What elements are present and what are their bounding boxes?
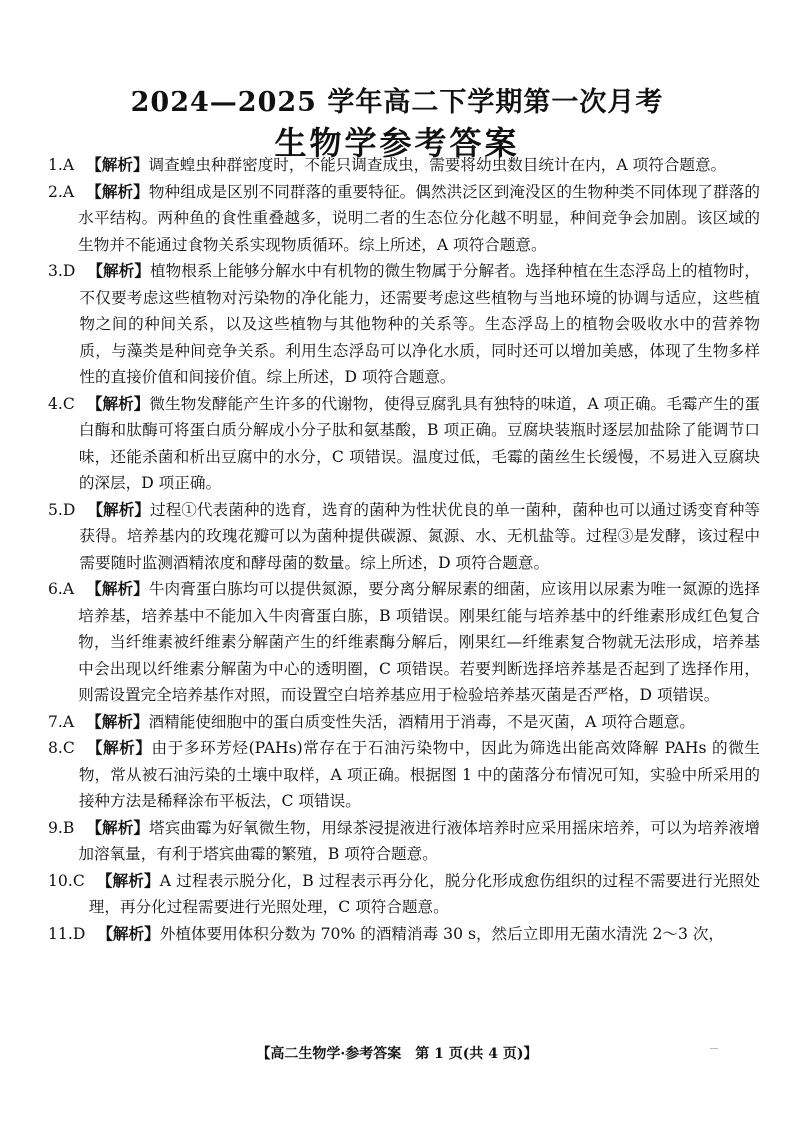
- question-number: 8.: [48, 739, 63, 757]
- explanation-text: 物种组成是区别不同群落的重要特征。偶然洪泛区到淹没区的生物种类不同体现了群落的水平结构。两种鱼的食性重叠越多，说明二者的生态位分化越不明显，种间竞争会加剧。该区域的生物并不能通过食物关系实现物质循环。综上所述，A 项符合题意。: [78, 182, 760, 254]
- question-number: 6.: [48, 580, 63, 598]
- explanation-tag: 【解析】: [87, 499, 150, 519]
- answer-letter: B: [62, 818, 75, 837]
- answer-letter: D: [62, 500, 76, 519]
- answer-letter: A: [62, 712, 75, 731]
- answer-letter: A: [62, 156, 75, 174]
- explanation-tag: 【解析】: [86, 181, 149, 201]
- question-number: 2.: [48, 182, 63, 201]
- explanation-text: 外植体要用体积分数为 70% 的酒精消毒 30 s，然后立即用无菌水清洗 2～3 次，: [159, 924, 725, 943]
- explanation-tag: 【解析】: [86, 738, 152, 757]
- explanation-tag: 【解析】: [86, 711, 149, 731]
- question-number: 4.: [48, 394, 63, 413]
- answer-letter: C: [72, 871, 85, 890]
- answer-letter: A: [62, 580, 75, 598]
- answer-item: [48, 497, 760, 577]
- explanation-text: A 过程表示脱分化，B 过程表示再分化，脱分化形成愈伤组织的过程不需要进行光照处理，再分化过程需要进行光照处理，C 项符合题意。: [88, 871, 760, 916]
- question-number: 1.: [48, 156, 63, 174]
- document-title: 生物学参考答案: [274, 124, 520, 162]
- answer-list: [48, 152, 760, 947]
- exam-title: 2024—2025 学年高二下学期第一次月考: [130, 87, 664, 118]
- page-footer: 【高二生物学·参考答案 第 1 页(共 4 页)】: [256, 1046, 538, 1062]
- explanation-text: 牛肉膏蛋白胨均可以提供氮源，要分离分解尿素的细菌，应该用以尿素为唯一氮源的选择培养基，培养基中不能加入牛肉膏蛋白胨，B 项错误。刚果红能与培养基中的纤维素形成红色复合物，当纤维素被纤维素分解菌产生的纤维素酶分解后，刚果红—纤维素复合物就无法形成，培养基中会出现以纤维素分解菌为中心的透明圈，C 项错误。若要判断选择培养基是否起到了选择作用，则需设置完全培养基作对照，而设置空白培养基应用于检验培养基灭菌是否严格，D 项错误。: [78, 580, 760, 704]
- explanation-text: 调查蝗虫种群密度时，不能只调查成虫，需要将幼虫数目统计在内，A 项符合题意。: [148, 156, 727, 174]
- explanation-text: 塔宾曲霉为好氧微生物，用绿茶浸提液进行液体培养时应采用摇床培养，可以为培养液增加溶氧量，有利于塔宾曲霉的繁殖，B 项符合题意。: [78, 818, 760, 863]
- question-number: 9.: [48, 818, 63, 837]
- explanation-text: 微生物发酵能产生许多的代谢物，使得豆腐乳具有独特的味道，A 项正确。毛霉产生的蛋白酶和肽酶可将蛋白质分解成小分子肽和氨基酸，B 项正确。豆腐块装瓶时逐层加盐除了能调节口味，还能杀菌和析出豆腐中的水分，C 项错误。温度过低，毛霉的菌丝生长缓慢，不易进入豆腐块的深层，D 项正确。: [78, 394, 760, 492]
- answer-item: [48, 391, 760, 497]
- question-number: 7.: [48, 712, 63, 731]
- question-number: 5.: [48, 500, 63, 519]
- answer-item: [48, 735, 760, 815]
- explanation-text: 酒精能使细胞中的蛋白质变性失活，酒精用于消毒，不是灭菌，A 项符合题意。: [148, 712, 695, 731]
- answer-item: [48, 868, 760, 921]
- explanation-text: 植物根系上能够分解水中有机物的微生物属于分解者。选择种植在生态浮岛上的植物时，不仅要考虑这些植物对污染物的净化能力，还需要考虑这些植物与当地环境的协调与适应，这些植物之间的种间关系，以及这些植物与其他物种的关系等。生态浮岛上的植物会吸收水中的营养物质，与藻类是种间竞争关系。利用生态浮岛可以净化水质，同时还可以增加美感，体现了生物多样性的直接价值和间接价值。综上所述，D 项符合题意。: [79, 262, 760, 386]
- explanation-tag: 【解析】: [86, 393, 150, 413]
- explanation-tag: 【解析】: [86, 155, 149, 174]
- answer-letter: A: [62, 182, 75, 201]
- answer-item: [48, 815, 760, 868]
- explanation-tag: 【解析】: [87, 261, 150, 280]
- answer-letter: D: [62, 262, 76, 280]
- explanation-tag: 【解析】: [96, 870, 160, 890]
- answer-item: [48, 921, 760, 948]
- explanation-tag: 【解析】: [86, 817, 150, 837]
- answer-letter: C: [62, 739, 75, 757]
- question-number: 10.: [48, 871, 73, 890]
- explanation-tag: 【解析】: [86, 579, 149, 598]
- corner-mark: [710, 1048, 718, 1052]
- question-number: 11.: [48, 924, 73, 943]
- explanation-text: 由于多环芳烃(PAHs)常存在于石油污染物中，因此为筛选出能高效降解 PAHs 的微生物，常从被石油污染的土壤中取样，A 项正确。根据图 1 中的菌落分布情况可知，实验中所采用的接种方法是稀释涂布平板法，C 项错误。: [78, 739, 760, 810]
- answer-item: [48, 179, 760, 259]
- answer-item: [48, 152, 760, 179]
- explanation-tag: 【解析】: [97, 923, 160, 943]
- answer-item: [48, 709, 760, 736]
- question-number: 3.: [48, 262, 63, 280]
- answer-letter: C: [62, 394, 75, 413]
- explanation-text: 过程①代表菌种的选育，选育的菌种为性状优良的单一菌种，菌种也可以通过诱变育种等获得。培养基内的玫瑰花瓣可以为菌种提供碳源、氮源、水、无机盐等。过程③是发酵，该过程中需要随时监测酒精浓度和酵母菌的数量。综上所述，D 项符合题意。: [79, 500, 760, 572]
- answer-item: [48, 576, 760, 709]
- answer-letter: D: [72, 924, 86, 943]
- answer-item: [48, 258, 760, 391]
